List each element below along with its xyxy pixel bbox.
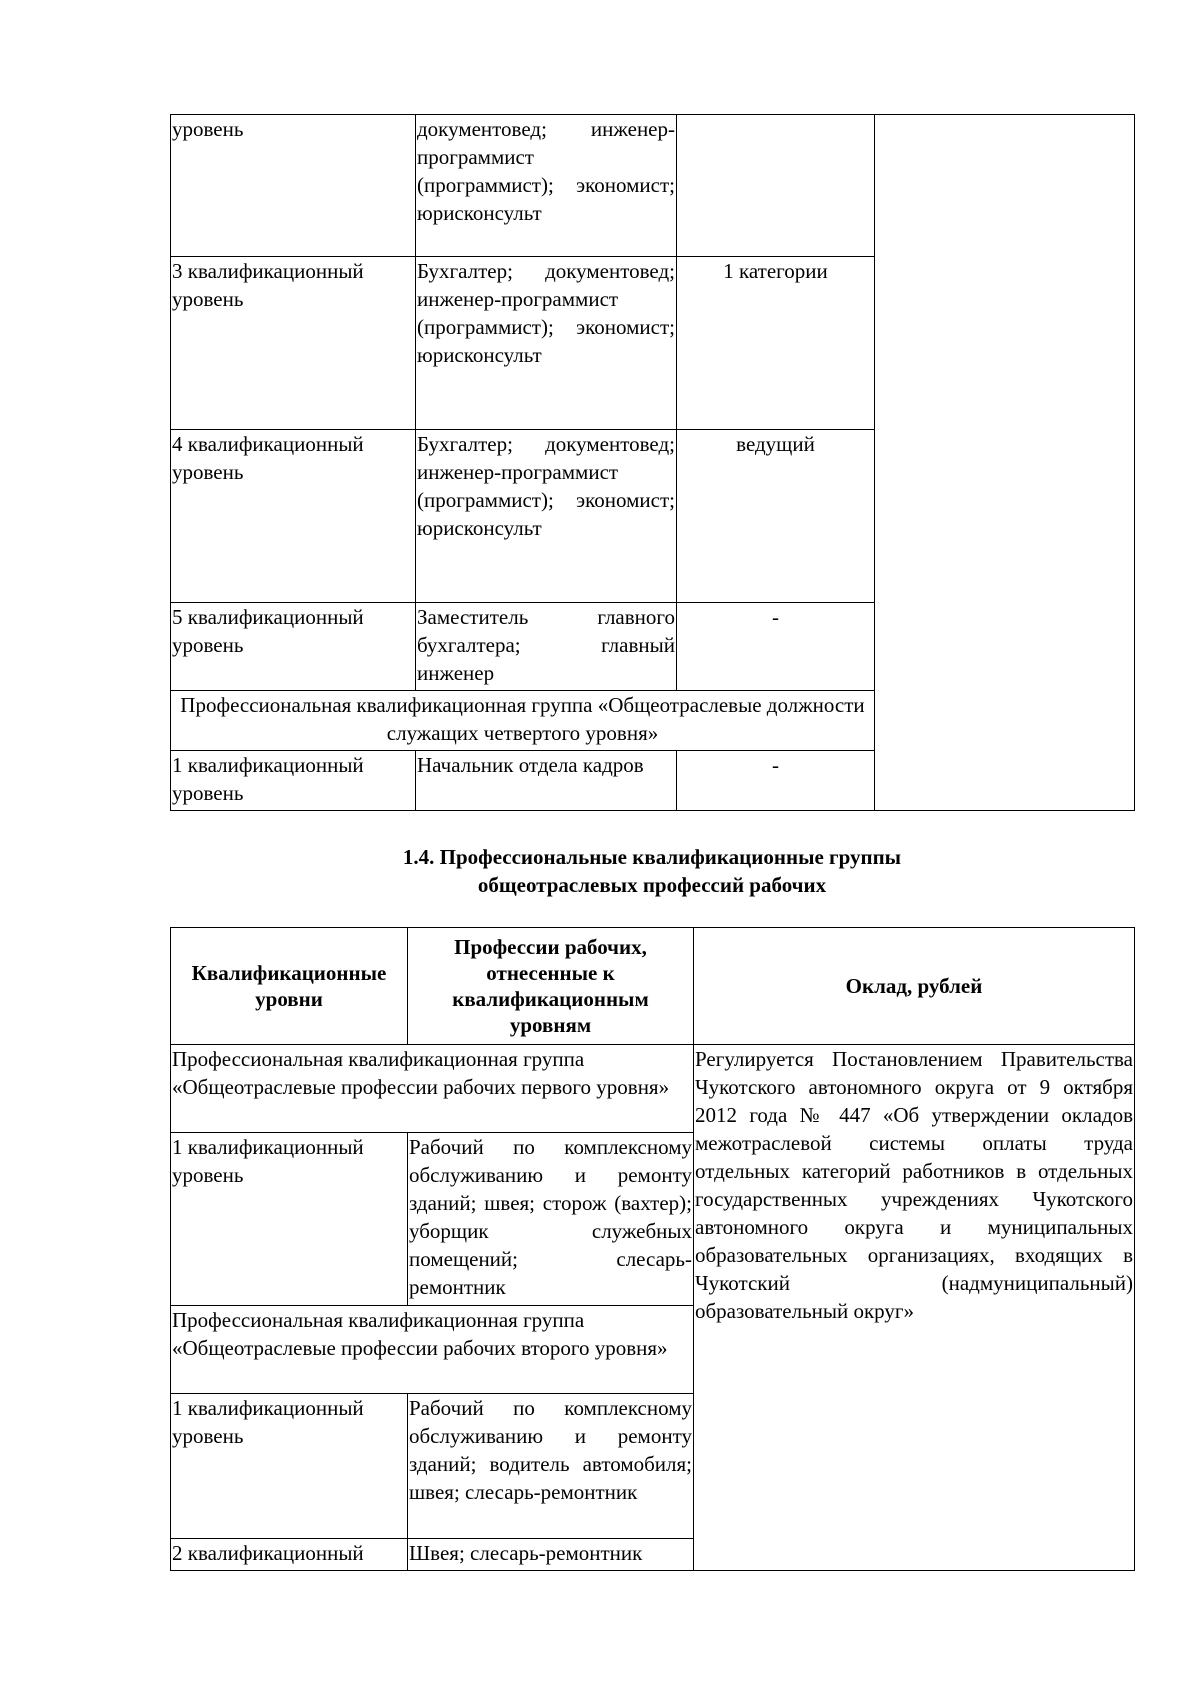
category-cell: - xyxy=(677,603,875,691)
positions-cell: документовед; инженер-программист (программист); экономист; юрисконсульт xyxy=(416,115,677,257)
header-professions: Профессии рабочих, отнесенные к квалификационным уровням xyxy=(408,928,694,1045)
professions-cell: Рабочий по комплексному обслуживанию и ремонту зданий; швея; сторож (вахтер); уборщик служебных помещений; слесарь-ремонтник xyxy=(408,1133,694,1306)
level-cell: 4 квалификационный уровень xyxy=(171,430,416,603)
section-title-line2: общеотраслевых профессий рабочих xyxy=(477,873,827,897)
category-cell: 1 категории xyxy=(677,257,875,430)
positions-cell: Начальник отдела кадров xyxy=(416,751,677,811)
section-title-line1: 1.4. Профессиональные квалификационные группы xyxy=(402,845,902,869)
worker-professions-table xyxy=(170,927,1135,1571)
positions-table-continued xyxy=(170,114,1135,811)
level-cell: 3 квалификационный уровень xyxy=(171,257,416,430)
empty-salary-cell xyxy=(875,115,1135,811)
level-cell: уровень xyxy=(171,115,416,257)
level-cell: 1 квалификационный уровень xyxy=(171,1394,408,1539)
positions-cell: Бухгалтер; документовед; инженер-программист (программист); экономист; юрисконсульт xyxy=(416,430,677,603)
professions-cell: Швея; слесарь-ремонтник xyxy=(408,1539,694,1571)
group1-header: Профессиональная квалификационная группа «Общеотраслевые профессии рабочих первого уровня» xyxy=(171,1045,694,1133)
category-cell: ведущий xyxy=(677,430,875,603)
salary-note: Регулируется Постановлением Правительства Чукотского автономного округа от 9 октября 2012 года № 447 «Об утверждении окладов межотраслевой системы оплаты труда отдельных категорий работников в отдельных государственных учреждениях Чукотского автономного округа и муниципальных образовательных организациях, входящих в Чукотский (надмуниципальный) образовательный округ» xyxy=(694,1045,1135,1571)
header-levels: Квалификационные уровни xyxy=(171,928,408,1045)
group-header-row xyxy=(171,1045,1135,1133)
table-row xyxy=(171,115,1135,257)
positions-cell: Бухгалтер; документовед; инженер-программист (программист); экономист; юрисконсульт xyxy=(416,257,677,430)
positions-cell: Заместитель главного бухгалтера; главный инженер xyxy=(416,603,677,691)
category-cell: - xyxy=(677,751,875,811)
category-cell xyxy=(677,115,875,257)
header-salary: Оклад, рублей xyxy=(694,928,1135,1045)
level-cell: 2 квалификационный xyxy=(171,1539,408,1571)
level-cell: 1 квалификационный уровень xyxy=(171,751,416,811)
header-row xyxy=(171,928,1135,1045)
professions-cell: Рабочий по комплексному обслуживанию и ремонту зданий; водитель автомобиля; швея; слесарь-ремонтник xyxy=(408,1394,694,1539)
level-cell: 5 квалификационный уровень xyxy=(171,603,416,691)
level-cell: 1 квалификационный уровень xyxy=(171,1133,408,1306)
group2-header: Профессиональная квалификационная группа «Общеотраслевые профессии рабочих второго уровня» xyxy=(171,1306,694,1394)
group-header: Профессиональная квалификационная группа «Общеотраслевые должности служащих четвертого уровня» xyxy=(171,691,875,751)
